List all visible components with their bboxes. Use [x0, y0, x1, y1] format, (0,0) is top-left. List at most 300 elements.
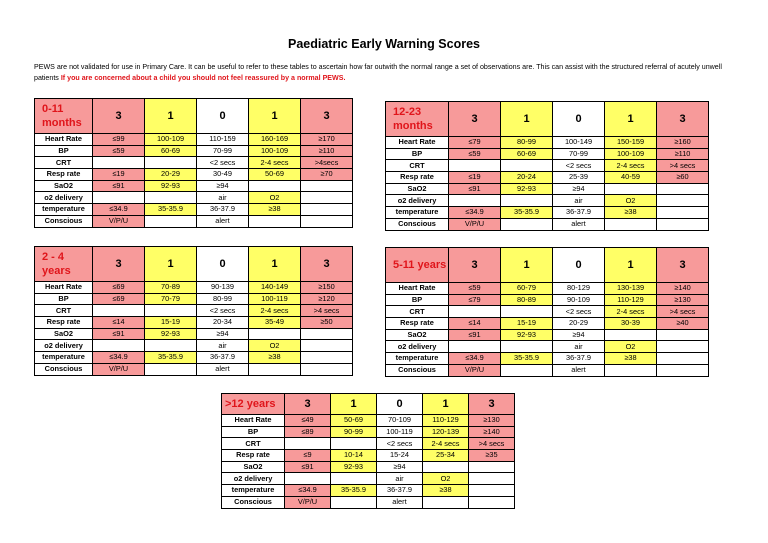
score-cell: 80-129 — [553, 283, 605, 295]
score-cell: 140-149 — [249, 282, 301, 294]
score-cell: 60-69 — [501, 148, 553, 160]
score-cell: 20-34 — [197, 317, 249, 329]
score-cell: <2 secs — [197, 305, 249, 317]
score-cell: 120-139 — [423, 426, 469, 438]
score-cell: >4 secs — [469, 438, 515, 450]
score-cell: 50-69 — [249, 169, 301, 181]
score-cell: 92-93 — [145, 328, 197, 340]
score-cell: ≤91 — [93, 180, 145, 192]
score-cell — [93, 157, 145, 169]
score-cell — [657, 364, 709, 376]
score-cell: 70-99 — [197, 145, 249, 157]
score-cell: 35-35.9 — [145, 204, 197, 216]
score-cell — [605, 183, 657, 195]
score-cell: 70-79 — [145, 293, 197, 305]
score-cell: 92-93 — [501, 183, 553, 195]
score-cell — [301, 180, 353, 192]
table-row — [35, 282, 353, 294]
score-header: 3 — [285, 394, 331, 415]
score-cell: ≥35 — [469, 450, 515, 462]
page-title: Paediatric Early Warning Scores — [288, 37, 480, 51]
row-label: Heart Rate — [386, 137, 449, 149]
table-row — [386, 160, 709, 172]
score-cell: <2 secs — [553, 160, 605, 172]
score-cell — [285, 473, 331, 485]
score-cell — [449, 306, 501, 318]
score-cell: ≥50 — [301, 317, 353, 329]
row-label: o2 delivery — [386, 195, 449, 207]
row-label: BP — [386, 148, 449, 160]
score-cell: 92-93 — [501, 329, 553, 341]
score-cell: ≤89 — [285, 426, 331, 438]
score-cell: ≤19 — [449, 172, 501, 184]
age-group-label: 0-11 months — [35, 99, 93, 134]
score-cell: 100-109 — [249, 145, 301, 157]
table-row — [386, 353, 709, 365]
score-cell: alert — [553, 218, 605, 230]
score-header: 0 — [553, 248, 605, 283]
score-cell: ≤34.9 — [93, 352, 145, 364]
score-cell: 35-35.9 — [501, 353, 553, 365]
table-row — [386, 207, 709, 219]
score-cell — [331, 473, 377, 485]
score-cell: 80-99 — [197, 293, 249, 305]
row-label: o2 delivery — [386, 341, 449, 353]
row-label: temperature — [222, 485, 285, 497]
score-cell — [145, 340, 197, 352]
score-header: 3 — [301, 247, 353, 282]
score-cell: ≥60 — [657, 172, 709, 184]
score-cell: alert — [377, 496, 423, 508]
score-header: 1 — [501, 248, 553, 283]
pews-table-4 — [221, 393, 515, 509]
score-cell: ≤91 — [449, 183, 501, 195]
score-header: 1 — [605, 248, 657, 283]
pews-table-3 — [385, 247, 709, 377]
score-cell: 70-109 — [377, 415, 423, 427]
score-cell: 90-139 — [197, 282, 249, 294]
score-cell: ≥38 — [249, 204, 301, 216]
score-cell: ≤91 — [93, 328, 145, 340]
table-row — [35, 352, 353, 364]
score-cell: ≤79 — [449, 294, 501, 306]
score-cell: 36-37.9 — [553, 353, 605, 365]
score-cell — [301, 340, 353, 352]
score-cell — [301, 363, 353, 375]
row-label: Heart Rate — [386, 283, 449, 295]
score-cell: ≥120 — [301, 293, 353, 305]
score-cell: ≥38 — [249, 352, 301, 364]
table-row — [386, 218, 709, 230]
row-label: o2 delivery — [222, 473, 285, 485]
score-cell: V/P/U — [93, 215, 145, 227]
score-cell: 100-119 — [377, 426, 423, 438]
table-row — [386, 183, 709, 195]
pews-table-2 — [34, 246, 353, 376]
row-label: SaO2 — [386, 329, 449, 341]
score-cell — [301, 352, 353, 364]
score-cell: ≥38 — [605, 207, 657, 219]
row-label: BP — [35, 145, 93, 157]
score-cell: 30-39 — [605, 318, 657, 330]
table-row — [222, 461, 515, 473]
intro-text: PEWS are not validated for use in Primary Care. It can be useful to refer to these tables to ascertain how far outwith the normal range a set of observations are. This can assist with the structured referral of acutely unwell patients — [34, 63, 722, 82]
score-header: 3 — [469, 394, 515, 415]
score-cell: ≥150 — [301, 282, 353, 294]
score-cell — [93, 192, 145, 204]
score-header: 1 — [145, 99, 197, 134]
table-row — [35, 204, 353, 216]
score-cell: >4 secs — [657, 160, 709, 172]
score-cell: 36-37.9 — [377, 485, 423, 497]
score-cell: >4secs — [301, 157, 353, 169]
score-cell — [145, 192, 197, 204]
score-cell: >4 secs — [301, 305, 353, 317]
score-cell: V/P/U — [449, 218, 501, 230]
score-cell: ≥110 — [657, 148, 709, 160]
score-cell — [657, 195, 709, 207]
score-header: 0 — [377, 394, 423, 415]
score-header: 3 — [449, 248, 501, 283]
score-cell: ≥140 — [469, 426, 515, 438]
score-header: 0 — [197, 247, 249, 282]
score-cell: ≤69 — [93, 293, 145, 305]
age-group-label: 12-23 months — [386, 102, 449, 137]
table-row — [35, 134, 353, 146]
score-cell: ≤34.9 — [449, 207, 501, 219]
score-cell: ≥94 — [553, 329, 605, 341]
table-row — [35, 340, 353, 352]
row-label: CRT — [35, 305, 93, 317]
score-cell — [657, 341, 709, 353]
score-cell — [145, 215, 197, 227]
score-cell: ≥94 — [197, 180, 249, 192]
score-header: 1 — [145, 247, 197, 282]
score-cell: 50-69 — [331, 415, 377, 427]
row-label: SaO2 — [386, 183, 449, 195]
score-cell: <2 secs — [377, 438, 423, 450]
row-label: BP — [35, 293, 93, 305]
score-cell: V/P/U — [93, 363, 145, 375]
row-label: Heart Rate — [35, 134, 93, 146]
row-label: Resp rate — [222, 450, 285, 462]
score-cell — [301, 328, 353, 340]
row-label: CRT — [386, 160, 449, 172]
table-row — [222, 438, 515, 450]
score-cell: ≤9 — [285, 450, 331, 462]
table-row — [35, 157, 353, 169]
score-cell: 35-35.9 — [331, 485, 377, 497]
table-row — [35, 328, 353, 340]
score-cell: ≥94 — [553, 183, 605, 195]
row-label: temperature — [35, 204, 93, 216]
score-cell: ≤14 — [449, 318, 501, 330]
score-cell: 100-109 — [145, 134, 197, 146]
score-cell — [423, 461, 469, 473]
age-group-label: >12 years — [222, 394, 285, 415]
score-cell: ≤91 — [285, 461, 331, 473]
score-cell: 25-34 — [423, 450, 469, 462]
score-cell — [657, 207, 709, 219]
table-row — [386, 364, 709, 376]
score-cell — [501, 341, 553, 353]
score-cell — [301, 215, 353, 227]
score-cell: ≤69 — [93, 282, 145, 294]
score-cell: alert — [553, 364, 605, 376]
score-cell — [423, 496, 469, 508]
score-cell: O2 — [249, 192, 301, 204]
score-cell: ≥140 — [657, 283, 709, 295]
score-cell: 92-93 — [331, 461, 377, 473]
score-cell: O2 — [605, 341, 657, 353]
table-row — [35, 169, 353, 181]
score-header: 1 — [249, 99, 301, 134]
score-header: 1 — [605, 102, 657, 137]
score-cell: 20-29 — [553, 318, 605, 330]
score-cell: 70-99 — [553, 148, 605, 160]
score-cell — [249, 180, 301, 192]
score-cell: ≥130 — [657, 294, 709, 306]
score-cell: 80-89 — [501, 294, 553, 306]
table-row — [386, 306, 709, 318]
score-cell: ≤59 — [93, 145, 145, 157]
score-header: 3 — [657, 102, 709, 137]
score-cell: 30-49 — [197, 169, 249, 181]
score-cell: 36-37.9 — [553, 207, 605, 219]
table-row — [35, 305, 353, 317]
row-label: temperature — [386, 207, 449, 219]
score-cell: ≤79 — [449, 137, 501, 149]
score-cell — [301, 204, 353, 216]
row-label: Conscious — [386, 364, 449, 376]
score-cell: <2 secs — [553, 306, 605, 318]
score-cell: 35-35.9 — [501, 207, 553, 219]
score-cell: 90-99 — [331, 426, 377, 438]
score-cell: ≥160 — [657, 137, 709, 149]
score-cell — [501, 364, 553, 376]
table-row — [222, 473, 515, 485]
score-cell: air — [553, 195, 605, 207]
score-cell: 2-4 secs — [605, 306, 657, 318]
score-cell: 2-4 secs — [249, 305, 301, 317]
score-cell: 20-29 — [145, 169, 197, 181]
score-cell: 2-4 secs — [249, 157, 301, 169]
row-label: CRT — [222, 438, 285, 450]
score-cell — [501, 195, 553, 207]
score-cell — [449, 195, 501, 207]
score-cell: 90-109 — [553, 294, 605, 306]
score-cell: ≥70 — [301, 169, 353, 181]
row-label: SaO2 — [35, 180, 93, 192]
score-cell — [145, 157, 197, 169]
table-row — [386, 172, 709, 184]
score-cell: O2 — [423, 473, 469, 485]
score-cell — [501, 160, 553, 172]
score-cell — [469, 485, 515, 497]
score-cell — [469, 473, 515, 485]
score-cell: air — [553, 341, 605, 353]
table-row — [35, 363, 353, 375]
score-cell: ≥130 — [469, 415, 515, 427]
table-row — [222, 415, 515, 427]
table-row — [35, 215, 353, 227]
score-cell — [501, 218, 553, 230]
row-label: temperature — [386, 353, 449, 365]
table-row — [386, 341, 709, 353]
age-group-label: 2 - 4 years — [35, 247, 93, 282]
score-cell — [469, 461, 515, 473]
score-cell: 60-79 — [501, 283, 553, 295]
score-header: 3 — [93, 247, 145, 282]
score-cell: 15-19 — [145, 317, 197, 329]
score-cell: 15-19 — [501, 318, 553, 330]
score-cell — [145, 305, 197, 317]
score-cell: 60-69 — [145, 145, 197, 157]
row-label: o2 delivery — [35, 192, 93, 204]
score-cell: 110-129 — [605, 294, 657, 306]
score-cell — [93, 305, 145, 317]
row-label: CRT — [386, 306, 449, 318]
row-label: Conscious — [386, 218, 449, 230]
score-cell: 80-99 — [501, 137, 553, 149]
table-row — [35, 293, 353, 305]
score-cell — [605, 329, 657, 341]
score-header: 3 — [449, 102, 501, 137]
score-cell: ≤34.9 — [449, 353, 501, 365]
table-row — [386, 329, 709, 341]
score-cell: ≥94 — [377, 461, 423, 473]
row-label: o2 delivery — [35, 340, 93, 352]
score-cell: 100-109 — [605, 148, 657, 160]
score-cell — [657, 218, 709, 230]
score-cell: ≥40 — [657, 318, 709, 330]
score-header: 0 — [197, 99, 249, 134]
score-cell — [657, 329, 709, 341]
score-cell: 25-39 — [553, 172, 605, 184]
score-cell: 92-93 — [145, 180, 197, 192]
score-cell: 110-129 — [423, 415, 469, 427]
score-header: 1 — [331, 394, 377, 415]
score-cell: 2-4 secs — [423, 438, 469, 450]
pews-table-0 — [34, 98, 353, 228]
table-row — [222, 485, 515, 497]
score-cell: ≤19 — [93, 169, 145, 181]
score-cell: air — [197, 340, 249, 352]
score-cell — [145, 363, 197, 375]
score-cell: ≤49 — [285, 415, 331, 427]
score-cell: <2 secs — [197, 157, 249, 169]
table-row — [35, 180, 353, 192]
score-cell — [605, 364, 657, 376]
score-header: 0 — [553, 102, 605, 137]
row-label: Resp rate — [386, 318, 449, 330]
score-cell: ≥170 — [301, 134, 353, 146]
row-label: Heart Rate — [35, 282, 93, 294]
score-header: 1 — [501, 102, 553, 137]
score-cell — [331, 438, 377, 450]
row-label: CRT — [35, 157, 93, 169]
score-cell — [605, 218, 657, 230]
row-label: Conscious — [222, 496, 285, 508]
table-row — [386, 148, 709, 160]
table-row — [222, 450, 515, 462]
score-cell: 70-89 — [145, 282, 197, 294]
row-label: BP — [386, 294, 449, 306]
score-cell: 35-49 — [249, 317, 301, 329]
score-cell: 160-169 — [249, 134, 301, 146]
score-cell: ≤99 — [93, 134, 145, 146]
score-cell: ≤14 — [93, 317, 145, 329]
intro-warning: If you are concerned about a child you should not feel reassured by a normal PEWS. — [60, 74, 346, 82]
row-label: Resp rate — [386, 172, 449, 184]
score-cell: alert — [197, 363, 249, 375]
score-cell — [331, 496, 377, 508]
score-header: 1 — [423, 394, 469, 415]
score-cell — [449, 341, 501, 353]
row-label: Resp rate — [35, 317, 93, 329]
score-cell — [249, 363, 301, 375]
score-header: 3 — [301, 99, 353, 134]
row-label: Conscious — [35, 363, 93, 375]
table-row — [386, 318, 709, 330]
table-row — [222, 426, 515, 438]
score-cell: ≤59 — [449, 283, 501, 295]
score-cell — [657, 353, 709, 365]
score-cell: 100-119 — [249, 293, 301, 305]
score-cell: ≥110 — [301, 145, 353, 157]
score-cell: 35-35.9 — [145, 352, 197, 364]
score-cell: ≥38 — [605, 353, 657, 365]
table-row — [35, 317, 353, 329]
score-cell: alert — [197, 215, 249, 227]
score-cell: 130-139 — [605, 283, 657, 295]
score-cell: ≥94 — [197, 328, 249, 340]
table-row — [386, 283, 709, 295]
score-cell — [301, 192, 353, 204]
age-group-label: 5-11 years — [386, 248, 449, 283]
score-header: 1 — [249, 247, 301, 282]
score-cell: 40-59 — [605, 172, 657, 184]
pews-table-1 — [385, 101, 709, 231]
table-row — [222, 496, 515, 508]
table-row — [386, 137, 709, 149]
intro-paragraph — [34, 62, 734, 84]
score-cell: >4 secs — [657, 306, 709, 318]
score-cell: O2 — [605, 195, 657, 207]
score-cell: ≤91 — [449, 329, 501, 341]
score-cell: 150-159 — [605, 137, 657, 149]
score-header: 3 — [657, 248, 709, 283]
score-cell: ≤34.9 — [93, 204, 145, 216]
score-cell — [469, 496, 515, 508]
row-label: SaO2 — [222, 461, 285, 473]
score-cell: ≥38 — [423, 485, 469, 497]
score-cell: 100-149 — [553, 137, 605, 149]
row-label: temperature — [35, 352, 93, 364]
table-row — [35, 192, 353, 204]
score-cell: 36-37.9 — [197, 352, 249, 364]
score-cell: V/P/U — [449, 364, 501, 376]
score-cell — [285, 438, 331, 450]
score-cell: ≤59 — [449, 148, 501, 160]
score-cell: air — [377, 473, 423, 485]
row-label: SaO2 — [35, 328, 93, 340]
score-cell: O2 — [249, 340, 301, 352]
score-cell — [501, 306, 553, 318]
score-cell — [657, 183, 709, 195]
score-cell: 2-4 secs — [605, 160, 657, 172]
score-header: 3 — [93, 99, 145, 134]
